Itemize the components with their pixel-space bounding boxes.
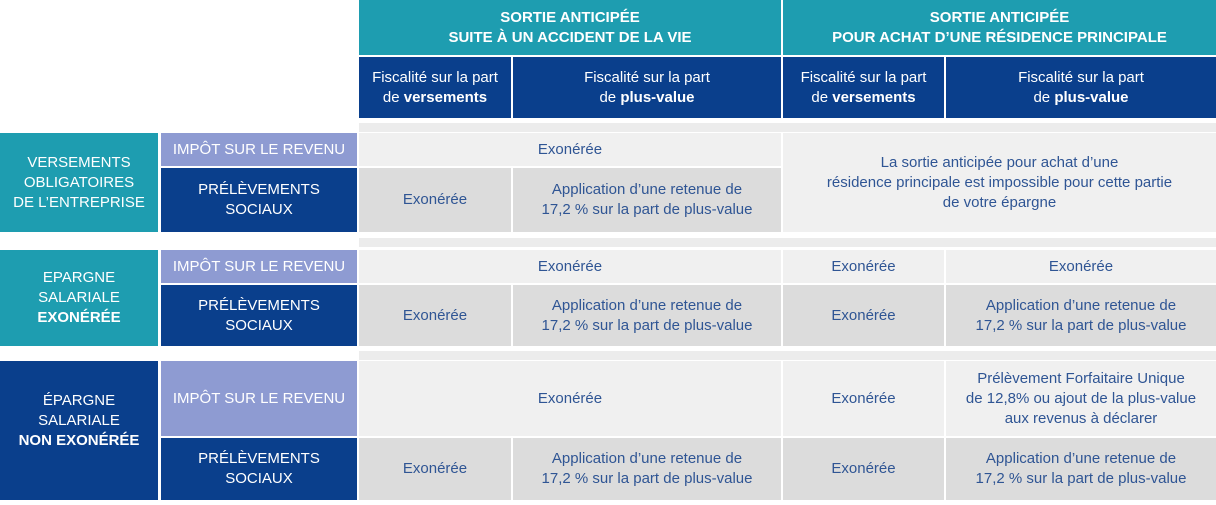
header-residence-line1: SORTIE ANTICIPÉE bbox=[929, 8, 1070, 26]
g3-prel-res-versements: Exonérée bbox=[783, 438, 944, 500]
prelevements-line2: SOCIAUX bbox=[225, 470, 293, 487]
group-line1: ÉPARGNE bbox=[42, 392, 116, 409]
retenue-line2: 17,2 % sur la part de plus-value bbox=[541, 201, 753, 218]
pfu-line2: de 12,8% ou ajout de la plus-value bbox=[965, 389, 1197, 407]
retenue-line2: 17,2 % sur la part de plus-value bbox=[975, 470, 1187, 487]
group-line3: DE L’ENTREPRISE bbox=[13, 193, 145, 211]
retenue-line2: 17,2 % sur la part de plus-value bbox=[541, 316, 753, 334]
pfu-line1: Prélèvement Forfaitaire Unique bbox=[977, 369, 1185, 387]
subheader-prefix: de bbox=[1033, 88, 1055, 106]
group-line2: SALARIALE bbox=[38, 412, 120, 429]
group-line3: NON EXONÉRÉE bbox=[18, 432, 140, 449]
prelevements-line1: PRÉLÈVEMENTS bbox=[198, 296, 320, 314]
subheader-line1: Fiscalité sur la part bbox=[372, 68, 498, 86]
g2-prel-res-plusvalue bbox=[946, 285, 1216, 346]
prelevements-line1: PRÉLÈVEMENTS bbox=[198, 450, 320, 467]
group-separator-1 bbox=[359, 238, 1216, 247]
impossible-line2: résidence principale est impossible pour cette partie bbox=[826, 173, 1173, 191]
subheader-plusvalue-residence bbox=[946, 57, 1216, 118]
header-residence bbox=[783, 0, 1216, 55]
impossible-line1: La sortie anticipée pour achat d’une bbox=[880, 153, 1119, 171]
group-line3: EXONÉRÉE bbox=[37, 309, 121, 326]
subheader-line1: Fiscalité sur la part bbox=[800, 68, 927, 86]
subheader-versements-residence bbox=[783, 57, 944, 118]
g3-impot-accident: Exonérée bbox=[359, 361, 781, 436]
label-prelevements bbox=[161, 168, 357, 232]
subheader-prefix: de bbox=[382, 88, 404, 106]
subheader-prefix: de bbox=[599, 88, 621, 106]
subheader-bold: plus-value bbox=[1054, 88, 1129, 106]
group-line1: EPARGNE bbox=[42, 269, 116, 286]
g3-impot-res-plusvalue bbox=[946, 361, 1216, 436]
header-residence-line2: POUR ACHAT D’UNE RÉSIDENCE PRINCIPALE bbox=[832, 28, 1167, 46]
g1-residence-impossible bbox=[783, 133, 1216, 232]
label-prelevements bbox=[161, 285, 357, 346]
label-impot: IMPÔT SUR LE REVENU bbox=[161, 133, 357, 166]
g2-prel-plusvalue bbox=[513, 285, 781, 346]
prelevements-line2: SOCIAUX bbox=[225, 316, 293, 334]
subheader-line2 bbox=[383, 88, 487, 108]
group-separator-2 bbox=[359, 351, 1216, 360]
retenue-line1: Application d’une retenue de bbox=[985, 296, 1177, 314]
pfu-line3: aux revenus à déclarer bbox=[1004, 409, 1158, 427]
g2-prel-versements: Exonérée bbox=[359, 285, 511, 346]
header-separator bbox=[359, 123, 1216, 132]
group-line1: VERSEMENTS bbox=[27, 153, 131, 171]
retenue-line1: Application d’une retenue de bbox=[551, 296, 743, 314]
subheader-versements-accident bbox=[359, 57, 511, 118]
impossible-line3: de votre épargne bbox=[942, 193, 1057, 211]
g1-prel-versements: Exonérée bbox=[359, 168, 511, 232]
subheader-line1: Fiscalité sur la part bbox=[1018, 68, 1144, 86]
prelevements-line1: PRÉLÈVEMENTS bbox=[198, 181, 320, 198]
header-accident bbox=[359, 0, 781, 55]
retenue-line1: Application d’une retenue de bbox=[985, 450, 1177, 467]
prelevements-line2: SOCIAUX bbox=[225, 201, 293, 218]
group-line2: SALARIALE bbox=[38, 289, 120, 306]
subheader-bold: versements bbox=[832, 88, 916, 106]
g3-prel-versements: Exonérée bbox=[359, 438, 511, 500]
g2-impot-res-versements: Exonérée bbox=[783, 250, 944, 283]
subheader-line1: Fiscalité sur la part bbox=[584, 68, 710, 86]
header-accident-line1: SORTIE ANTICIPÉE bbox=[500, 8, 640, 26]
retenue-line2: 17,2 % sur la part de plus-value bbox=[541, 470, 753, 487]
subheader-bold: versements bbox=[403, 88, 488, 106]
retenue-line1: Application d’une retenue de bbox=[551, 181, 743, 198]
g3-prel-plusvalue bbox=[513, 438, 781, 500]
g1-prel-plusvalue bbox=[513, 168, 781, 232]
group-versements-obligatoires bbox=[0, 133, 158, 232]
g2-prel-res-versements: Exonérée bbox=[783, 285, 944, 346]
g2-impot-res-plusvalue: Exonérée bbox=[946, 250, 1216, 283]
label-impot: IMPÔT SUR LE REVENU bbox=[161, 250, 357, 283]
subheader-line2 bbox=[811, 88, 915, 108]
g3-impot-res-versements: Exonérée bbox=[783, 361, 944, 436]
group-epargne-exoneree bbox=[0, 250, 158, 346]
subheader-line2 bbox=[599, 88, 694, 108]
header-accident-line2: SUITE À UN ACCIDENT DE LA VIE bbox=[448, 28, 692, 46]
retenue-line2: 17,2 % sur la part de plus-value bbox=[975, 316, 1187, 334]
subheader-plusvalue-accident bbox=[513, 57, 781, 118]
label-prelevements bbox=[161, 438, 357, 500]
g3-prel-res-plusvalue bbox=[946, 438, 1216, 500]
g2-impot-accident: Exonérée bbox=[359, 250, 781, 283]
group-line2: OBLIGATOIRES bbox=[23, 173, 135, 191]
group-epargne-non-exoneree bbox=[0, 361, 158, 500]
subheader-prefix: de bbox=[811, 88, 833, 106]
subheader-bold: plus-value bbox=[620, 88, 695, 106]
subheader-line2 bbox=[1033, 88, 1128, 108]
g1-impot-accident: Exonérée bbox=[359, 133, 781, 166]
retenue-line1: Application d’une retenue de bbox=[551, 450, 743, 467]
label-impot: IMPÔT SUR LE REVENU bbox=[161, 361, 357, 436]
